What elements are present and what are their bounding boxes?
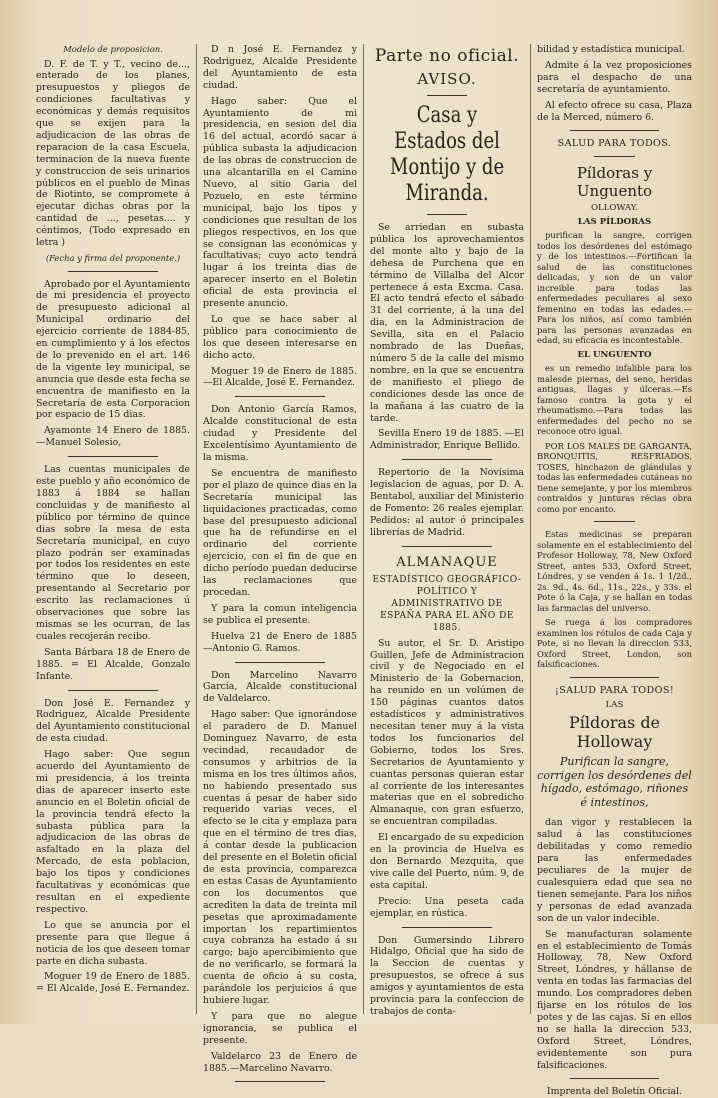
cont-text2: Admite á la vez proposiciones para el despacho de una secretaría de ayuntamiento. <box>537 59 692 95</box>
cont-text3: Al efecto ofrece su casa, Plaza de la Merced, número 6. <box>537 99 692 123</box>
fernandez2-text3: Lo que se hace saber al público para conocimiento de los que deseen interesarse en dicho acto. <box>203 313 357 361</box>
divider <box>235 1081 324 1082</box>
salud-head: SALUD PARA TODOS. <box>557 138 672 150</box>
divider <box>68 690 157 691</box>
column-4 <box>531 44 698 1098</box>
las-label: LAS <box>605 699 624 710</box>
navarro-text: Don Marcelino Navarro García, Alcalde constitucional de Valdelarco. <box>203 669 357 705</box>
model-title: Modelo de proposicion. <box>63 44 163 54</box>
fernandez2-text2: Hago saber: Que el Ayuntamiento de mi presidencia, en sesion del dia 16 del actual, acordó sacar á pública subasta la adjudicacion de las obras de construccion de una alcantarilla en el Camino Nuevo, al sitio Garia del Pozuelo, en este término municipal, bajo los tipos y condiciones que resultan de los pliegos respectivos, en los que se consignan las económicas y facultativas; cuyo acto tendrá lugar á los treinta dias de aparecer inserto en el Boletin oficial de esta provincia el presente anuncio. <box>203 95 357 310</box>
almanaque-title: ALMANAQUE <box>396 554 498 570</box>
divider <box>427 214 467 215</box>
divider <box>235 662 324 663</box>
unguento-sub: EL UNGUENTO <box>577 349 652 360</box>
repertorio-text: Repertorio de la Novísima legislacion de aguas, por D. A. Bentabol, auxiliar del Ministerio de Fomento: 26 reales ejemplar. Pedidos: al autor ó principales librerías de Madrid. <box>370 467 524 538</box>
divider <box>427 95 467 96</box>
divider <box>402 459 491 460</box>
pildoras-title: Píldoras y Unguento <box>576 164 653 201</box>
ramos-text3: Y para la comun inteligencia se publica el presente. <box>203 602 357 626</box>
column-2 <box>197 44 364 1074</box>
holloway-name: OLLOWAY. <box>590 203 639 214</box>
ramos-text: Don Antonio García Ramos, Alcalde constitucional de esta ciudad y Presidente del Excelentísimo Ayuntamiento de la misma. <box>203 404 357 463</box>
imprenta: Imprenta del Boletín Oficial. <box>546 1086 683 1098</box>
column-3 <box>364 44 531 1017</box>
aviso-title: AVISO. <box>417 70 477 88</box>
almanaque-price: Precio: Una peseta cada ejemplar, en rústica. <box>370 895 524 919</box>
fernandez-sign: Moguer 19 de Enero de 1885. = El Alcalde, José E. Fernandez. <box>36 971 190 995</box>
section-title: Parte no oficial. <box>374 46 520 66</box>
unguento-text: es un remedio infalible para los malesde piernas, del seno, heridas antiguas, llagas y úlceras.—Es famoso contra la gota y el rheumatismo.—Para todas las enfermedades del pecho no se reconoce otro igual. <box>537 363 692 437</box>
fernandez-text: Don José E. Fernandez y Rodriguez, Alcalde Presidente del Ayuntamiento constitucional de esta ciudad. <box>36 697 190 745</box>
divider <box>402 546 491 547</box>
garganta-text: POR LOS MALES DE GARGANTA, BRONQUITIS, RESFRIADOS, TOSES, hinchazon de glándulas y todas las enfermedades cutáneas no tiene semejante, y por los miembros contraidos y junturas récias obra como por encanto. <box>537 440 692 514</box>
fernandez-text2: Hago saber: Que segun acuerdo del Ayuntamiento de mi presidencia, á los treinta dias de aparecer inserto este anuncio en el Boletin oficial de la provincia tendrá efecto la subasta pública para la adjudicacion de las obras de asfaltado en la plaza del Mercado, de esta poblacion, bajo los tipos y condiciones facultativas y económicas que resultan en el expediente respectivo. <box>36 749 190 915</box>
aprob-sign: Ayamonte 14 Enero de 1885. —Manuel Solesio, <box>36 425 190 449</box>
divider <box>570 130 660 131</box>
manufacturan-text: Se manufacturan solamente en el establecimiento de Tomás Holloway, 78, New Oxford Street, Lóndres, y hállanse de venta en todas las farmacias del mundo. Los compradores deben fijarse en los rótulos de los potes y de las cajas. Si en ellos no se halla la direccion 533, Oxford Street, Lóndres, evidentemente son pura falsificaciones. <box>537 928 692 1071</box>
pildoras-text: purifican la sangre, corrigen todos los desórdenes del estómago y de los intestinos.—Fortifican la salud de las constituciones delicadas, y son de un valor increible para todas las enfermedades peculiares al sexo femenino en todas las edades.—Para los niños, así como también para las personas avanzadas en edad, su eficacia es incontestable. <box>537 230 692 346</box>
pildoras-sub: LAS PÍLDORAS <box>577 216 652 227</box>
casa-title-2: Montijo y de Miranda. <box>389 155 505 206</box>
cuentas-sign: Santa Bárbara 18 de Enero de 1885. = El Alcalde, Gonzalo Infante. <box>36 646 190 682</box>
casa-text: Se arriedan en subasta pública los aprovechamientos del monte alto y bajo de la dehesa de Purchena que en término de Villalba del Alcor pertenece á esta Excma. Casa. El acto tendrá efecto el sábado 31 del corriente, á la una del dia, en la Administracion de Sevilla, sita en el Palacio nombrado de las Dueñas, número 5 de la calle del mismo nombre, en la que se encuentra de manifiesto el pliego de condiciones desde las once de la mañana á las cuatro de la tarde. <box>370 222 524 424</box>
divider <box>402 927 491 928</box>
almanaque-text2: El encargado de su expedicion en la provincia de Huelva es don Bernardo Mezquita, que vive calle del Puerto, núm. 9, de esta capital. <box>370 832 524 891</box>
almanaque-text: Su autor, el Sr. D. Aristipo Guillen, Jefe de Administracion civil y de Negociado en el Ministerio de la Gobernacion, ha reunido en un volúmen de 150 páginas cuantos datos estadísticos y administrativos necesitan tener muy á la vista todos los funcionarios del Gobierno, todos los Sres. Secretarios de Ayuntamiento y cuantas personas quieran estar al corriente de los interesantes materias que en el sobredicho Almanaque, con gran esfuerzo, se encuentran compiladas. <box>370 637 524 828</box>
fernandez2-sign: Moguer 19 de Enero de 1885. —El Alcalde, José E. Fernandez. <box>203 365 357 389</box>
divider <box>68 456 157 457</box>
hidalgo-text: Don Gumersindo Librero Hidalgo, Oficial que ha sido de la Seccion de cuentas y presupuestos, se ofrece á sus amigos y ayuntamientos de esta provincia para la confeccion de trabajos de conta- <box>370 934 524 1017</box>
purifican-text: Purifican la sangre, corrigen los desórdenes del hígado, estómago, riñones é intestinos, <box>537 755 692 809</box>
model-text: D. F. de T. y T., vecino de..., enterado de los planes, presupuestos y pliegos de condiciones facultativas y económicas y demás requisitos que se exijen para la adjudicacion de las obras de reparacion de la casa Escuela, terminacion de la nueva fuente y construccion de seis urinarios públicos en el pueblo de Minas de Riotinto, se compromete á ejecutar dichas obras por la cantidad de ..., pesetas.... y céntimos, (Todo expresado en letra ) <box>36 58 190 249</box>
pildoras2-title: Píldoras de Holloway <box>568 713 661 752</box>
divider <box>235 396 324 397</box>
vigor-text: dan vigor y restablecen la salud á las constituciones debilitadas y como remedio para las enfermedades peculiares de la mujer de cualesquiera edad que sea no tienen semejante. Para los niños y personas de edad avanzada son de un valor indecible. <box>537 817 692 924</box>
medicinas-text: Estas medicinas se preparan solamente en el establecimiento del Profesor Holloway, 78, New Oxford Street, antes 533, Oxford Street, Lóndres, y se venden á 1s. 1 1/2d., 2s. 9d., 4s. 6d., 11s., 22s., y 33s. el Pote ó la Caja, y se hallan en todas las farmacias del universo. <box>537 529 692 613</box>
ramos-text2: Se encuentra de manifiesto por el plazo de quince dias en la Secretaría municipal las liquidaciones practicadas, como base del presupuesto adicional que ha de refundirse en el ordinario del corriente ejercicio, con el fin de que en dicho período puedan deducirse las reclamaciones que procedan. <box>203 467 357 598</box>
fernandez2-text: D n José E. Fernandez y Rodriguez, Alcalde Presidente del Ayuntamiento de esta ciudad. <box>203 44 357 91</box>
divider <box>570 677 660 678</box>
column-1 <box>30 44 197 1014</box>
ruega-text: Se ruega á los compradores examinen los rótulos de cada Caja y Pote, si no llevan la direccion 533, Oxford Street, London, son falsificaciones. <box>537 617 692 670</box>
divider <box>570 1078 660 1079</box>
navarro-text3: Y para que no alegue ignorancia, se publica el presente. <box>203 1010 357 1046</box>
almanaque-sub: ESTADÍSTICO GEOGRÁFICO-POLÍTICO Y ADMINISTRATIVO DE ESPAÑA PARA EL AÑO DE 1885. <box>372 574 522 633</box>
casa-title-1: Casa y Estados del <box>394 103 500 154</box>
navarro-text2: Hago saber: Que ignorándose el paradero de D. Manuel Dominguez Navarro, de esta vecindad, recaudador de consumos y arbitrios de la misma en los tres últimos años, no habiendo presentado sus cuentas á pesar de haber sido requerido varias veces, el efecto se le cita y emplaza para que en el término de tres dias, á contar desde la publicacion del presente en el Boletin oficial de esta provincia, comparezca en estas Casas de Ayuntamiento con los documentos que acrediten la data de treinta mil pesetas que aproximadamente importan los repartimientos cuya cobranza ha estado á su cargo; bajo apercibimiento que de no verificarlo, se formará la cuenta de oficio á su costa, parándole los perjuicios á que hubiere lugar. <box>203 709 357 1006</box>
casa-sign: Sevilla Enero 19 de 1885. —El Administrador, Enrique Bellido. <box>370 428 524 452</box>
model-sign: (Fecha y firma del proponente.) <box>45 253 181 263</box>
fernandez-text3: Lo que se anuncia por el presente para que llegue á noticia de los que deseen tomar parte en dicha subasta. <box>36 919 190 967</box>
navarro-sign: Valdelarco 23 de Enero de 1885.—Marcelino Navarro. <box>203 1050 357 1074</box>
divider <box>68 271 157 272</box>
columns <box>30 44 706 1098</box>
ramos-sign: Huelva 21 de Enero de 1885 —Antonio G. Ramos. <box>203 630 357 654</box>
divider <box>594 521 634 522</box>
aprob-text: Aprobado por el Ayuntamiento de mi presidencia el proyecto de presupuesto adicional al Municipal ordinario del ejercicio corriente de 1884-85, en cumplimiento y á los efectos de lo prevenido en el art. 146 de la vigente ley municipal, se anuncia que desde esta fecha se encuentra de manifiesto en la Secretaría de esta Corporacion por espacio de 15 dias. <box>36 278 190 421</box>
cont-text: bilidad y estadística municipal. <box>537 44 685 55</box>
salud2-head: ¡SALUD PARA TODOS! <box>554 684 675 696</box>
divider <box>594 156 634 157</box>
cuentas-text: Las cuentas municipales de este pueblo y año económico de 1883 á 1884 se hallan concluidas y de manifiesto al público por término de quince dias sobre la mesa de esta Secretaría municipal, en cuyo plazo podrán ser examinadas por todos los residentes en este término que lo deseen, presentando al Secretario por escrito las reclamaciones ú observaciones que sobre las mismas se les ocurran, de las cuales recojerán recibo. <box>36 464 190 642</box>
